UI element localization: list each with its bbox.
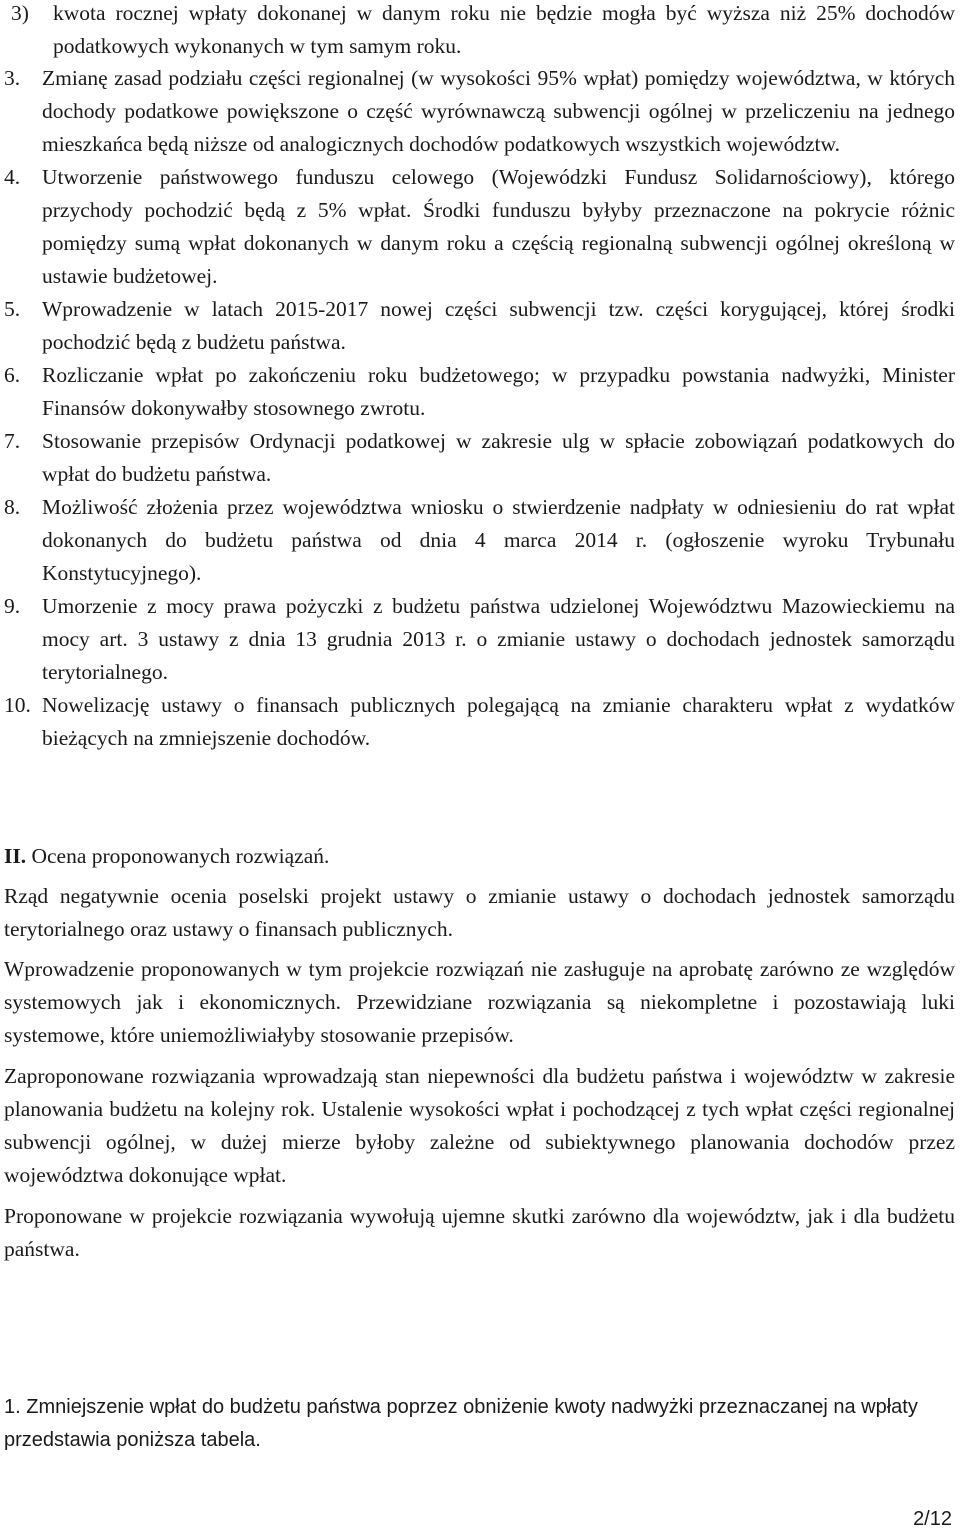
list-item-text: Utworzenie państwowego funduszu celowego (Wojewódzki Fundusz Solidarnościowy), którego przychody pochodzić będą z 5% wpłat. Środki funduszu byłyby przeznaczone na pokrycie różnic pomiędzy sumą wpłat dokonanych w danym roku a częścią regionalną subwencji ogólnej określoną w ustawie budżetowej. — [42, 165, 955, 288]
list-item-text: Stosowanie przepisów Ordynacji podatkowej w zakresie ulg w spłacie zobowiązań podatkowych do wpłat do budżetu państwa. — [42, 429, 955, 486]
list-item-number: 7. — [4, 429, 21, 453]
paragraph-4: Proponowane w projekcie rozwiązania wywołują ujemne skutki zarówno dla województw, jak i dla budżetu państwa. — [4, 1204, 955, 1261]
footer-item-text: Zmniejszenie wpłat do budżetu państwa poprzez obniżenie kwoty nadwyżki przeznaczanej na wpłaty przedstawia poniższa tabela. — [4, 1396, 918, 1451]
paragraph-2: Wprowadzenie proponowanych w tym projekcie rozwiązań nie zasługuje na aprobatę zarówno ze względów systemowych jak i ekonomicznych. Przewidziane rozwiązania są niekompletne i pozostawiają luki systemowe, które uniemożliwiałyby stosowanie przepisów. — [4, 957, 955, 1047]
footer-list-item — [4, 1391, 955, 1457]
numbered-list — [4, 62, 955, 755]
list-item-6 — [4, 359, 955, 425]
list-item-text: Możliwość złożenia przez województwa wniosku o stwierdzenie nadpłaty w odniesieniu do rat wpłat dokonanych do budżetu państwa od dnia 4 marca 2014 r. (ogłoszenie wyroku Trybunału Konstytucyjnego). — [42, 495, 955, 585]
list-item-4 — [4, 161, 955, 293]
list-item-number: 5. — [4, 297, 21, 321]
list-item-3 — [4, 62, 955, 161]
paragraph-3: Zaproponowane rozwiązania wprowadzają stan niepewności dla budżetu państwa i województw w zakresie planowania budżetu na kolejny rok. Ustalenie wysokości wpłat i pochodzącej z tych wpłat części regionalnej subwencji ogólnej, w dużej mierze byłoby zależne od subiektywnego planowania dochodów przez województwa dokonujące wpłat. — [4, 1064, 955, 1187]
list-item-5 — [4, 293, 955, 359]
sub-item-text: kwota rocznej wpłaty dokonanej w danym roku nie będzie mogła być wyższa niż 25% dochodów podatkowych wykonanych w tym samym roku. — [53, 1, 955, 58]
list-item-7 — [4, 425, 955, 491]
list-item-10 — [4, 689, 955, 755]
section-title: Ocena proponowanych rozwiązań. — [31, 844, 330, 868]
section-number: II. — [4, 844, 27, 868]
paragraph-1: Rząd negatywnie ocenia poselski projekt ustawy o zmianie ustawy o dochodach jednostek samorządu terytorialnego oraz ustawy o finansach publicznych. — [4, 884, 955, 941]
section-heading — [4, 840, 955, 873]
list-item-text: Nowelizację ustawy o finansach publicznych polegającą na zmianie charakteru wpłat z wydatków bieżących na zmniejszenie dochodów. — [42, 693, 955, 750]
list-item-text: Zmianę zasad podziału części regionalnej (w wysokości 95% wpłat) pomiędzy województwa, w których dochody podatkowe powiększone o część wyrównawczą subwencji ogólnej w przeliczeniu na jednego mieszkańca będą niższe od analogicznych dochodów podatkowych wszystkich województw. — [42, 66, 955, 156]
list-item-number: 10. — [4, 693, 31, 717]
sub-item-number: 3) — [11, 1, 29, 25]
page-number: 2/12 — [913, 1508, 952, 1530]
list-item-number: 6. — [4, 363, 21, 387]
footer-item-number: 1. — [4, 1396, 21, 1418]
list-item-number: 4. — [4, 165, 21, 189]
list-item-number: 9. — [4, 594, 21, 618]
list-item-8 — [4, 491, 955, 590]
list-item-text: Umorzenie z mocy prawa pożyczki z budżetu państwa udzielonej Województwu Mazowieckiemu na mocy art. 3 ustawy z dnia 13 grudnia 2013 r. o zmianie ustawy o dochodach jednostek samorządu terytorialnego. — [42, 594, 955, 684]
list-item-text: Rozliczanie wpłat po zakończeniu roku budżetowego; w przypadku powstania nadwyżki, Minister Finansów dokonywałby stosownego zwrotu. — [42, 363, 955, 420]
sub-item-3 — [11, 0, 955, 63]
list-item-number: 3. — [4, 66, 21, 90]
list-item-text: Wprowadzenie w latach 2015-2017 nowej części subwencji tzw. części korygującej, której środki pochodzić będą z budżetu państwa. — [42, 297, 955, 354]
list-item-number: 8. — [4, 495, 21, 519]
list-item-9 — [4, 590, 955, 689]
